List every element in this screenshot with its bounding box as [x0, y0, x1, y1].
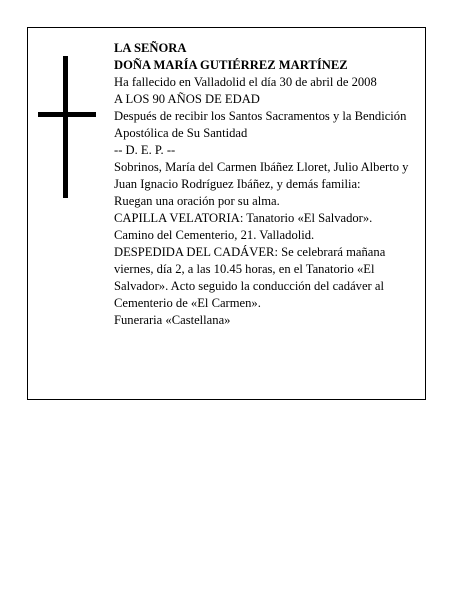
obituary-notice [27, 27, 426, 400]
death-info: Ha fallecido en Valladolid el día 30 de abril de 2008 [114, 75, 377, 89]
chapel-line: CAPILLA VELATORIA: Tanatorio «El Salvador». Camino del Cementerio, 21. Valladolid. [114, 211, 373, 242]
sacraments-line: Después de recibir los Santos Sacramentos y la Bendición Apostólica de Su Santidad [114, 109, 407, 140]
cross-vertical-bar [63, 56, 68, 198]
notice-text [114, 40, 414, 329]
funeral-home-line: Funeraria «Castellana» [114, 313, 231, 327]
age-line: A LOS 90 AÑOS DE EDAD [114, 92, 260, 106]
notice-title-line1: LA SEÑORA [114, 41, 187, 55]
cross-horizontal-bar [38, 112, 96, 117]
notice-title-line2: DOÑA MARÍA GUTIÉRREZ MARTÍNEZ [114, 58, 348, 72]
latin-cross-icon [38, 56, 96, 198]
family-line: Sobrinos, María del Carmen Ibáñez Lloret, Julio Alberto y Juan Ignacio Rodríguez Ibáñez, y demás familia: [114, 160, 409, 191]
rip-line: -- D. E. P. -- [114, 143, 176, 157]
prayer-line: Ruegan una oración por su alma. [114, 194, 280, 208]
farewell-line: DESPEDIDA DEL CADÁVER: Se celebrará mañana viernes, día 2, a las 10.45 horas, en el Tanatorio «El Salvador». Acto seguido la conducción del cadáver al Cementerio de «El Carmen». [114, 245, 386, 310]
